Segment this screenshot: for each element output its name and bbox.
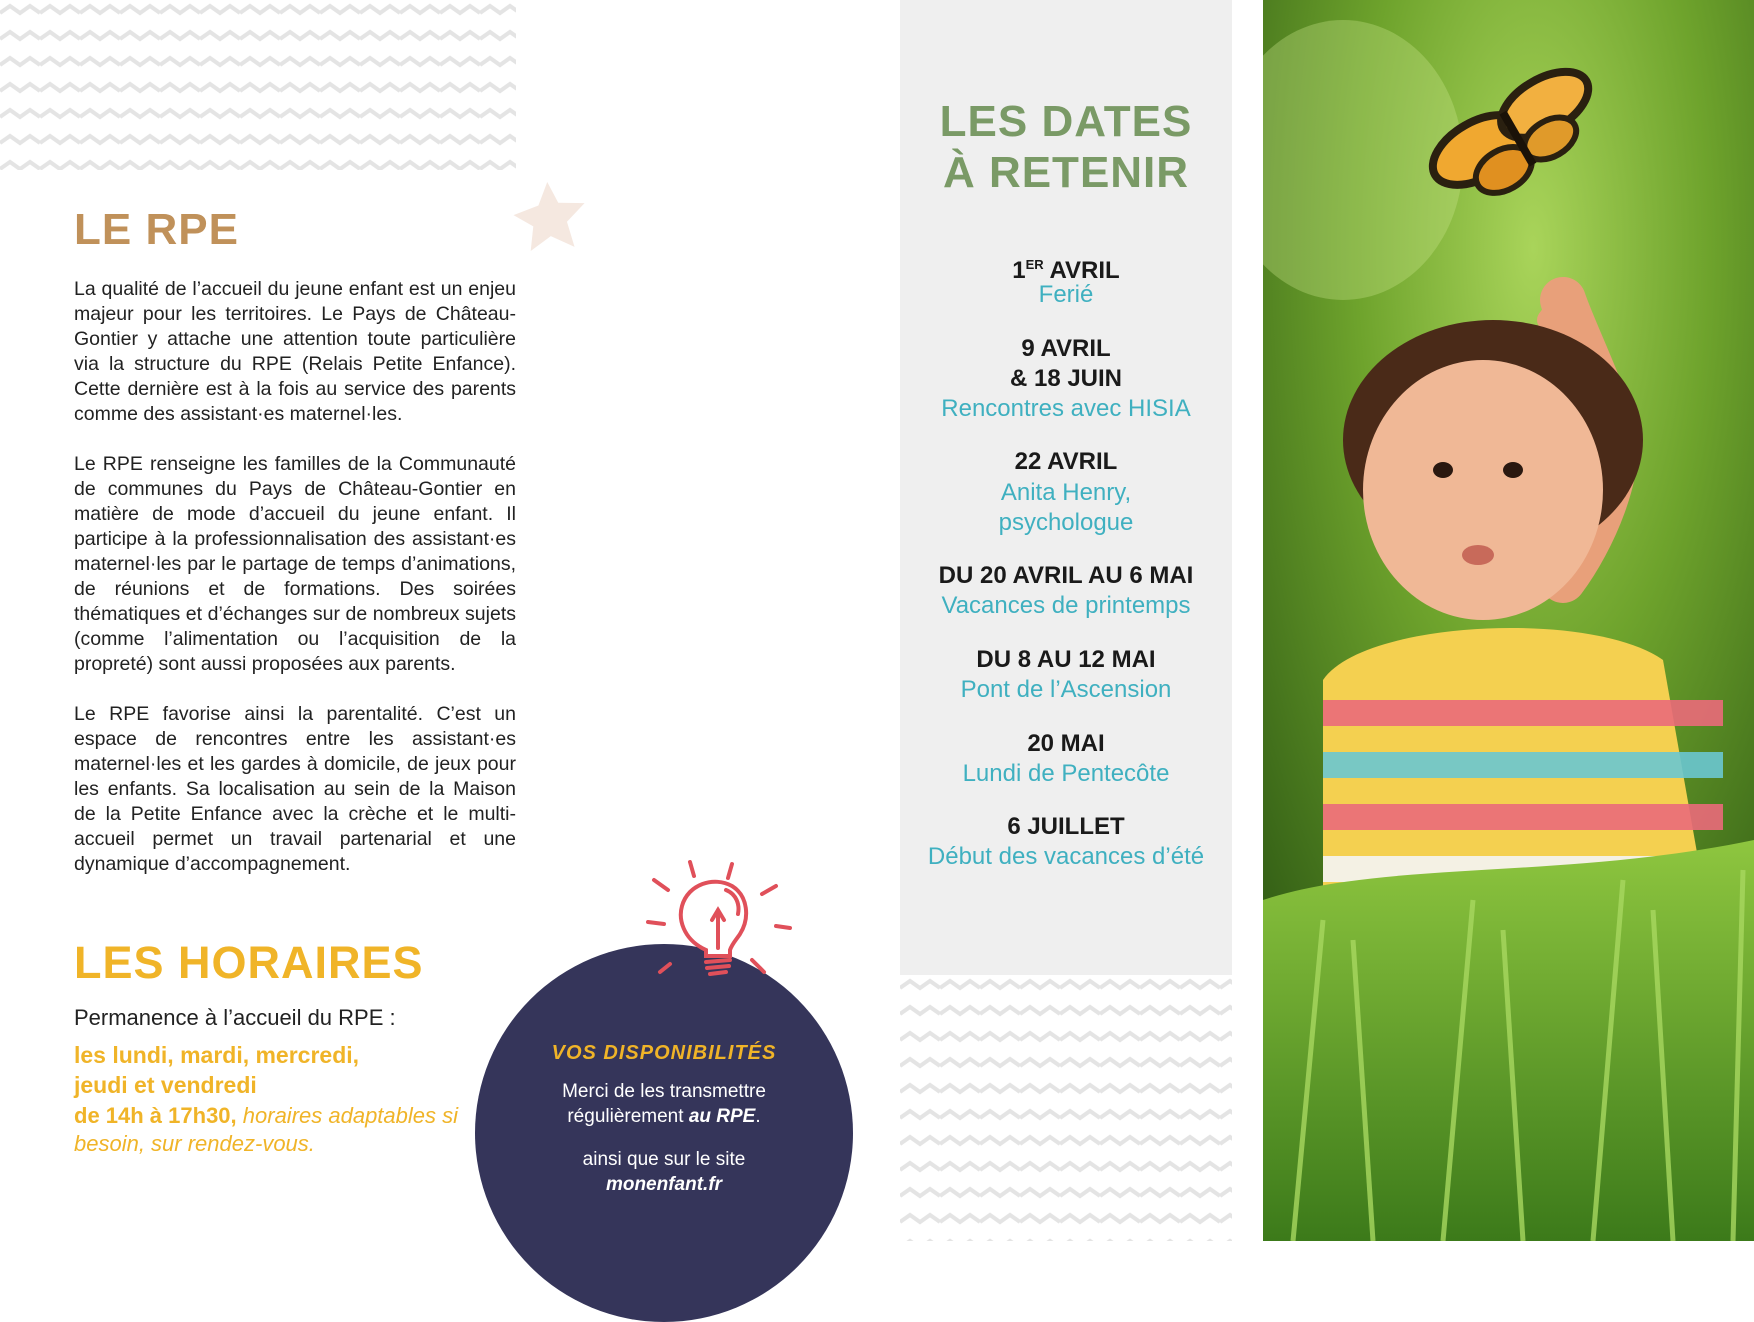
rpe-paragraph-2: Le RPE renseigne les familles de la Communauté de communes du Pays de Château-Gontier en matière de mode d’accueil du jeune enfant. Il participe à la professionnalisation des assistant·es maternel·les par le partage de temps d’animations, de réunions et de formations. Des soirées thématiques et d’échanges sur de nombreux sujets (comme l’alimentation ou l’acquisition de la propreté) sont aussi proposées aux parents. xyxy=(74,453,516,675)
horaires-title: LES HORAIRES xyxy=(74,937,424,988)
merci-end: . xyxy=(755,1106,761,1127)
date-item-6-sub: Lundi de Pentecôte xyxy=(962,760,1170,787)
days-line-1: les lundi, mardi, mercredi, xyxy=(74,1042,360,1068)
hours-bold: de 14h à 17h30, xyxy=(74,1103,237,1128)
dates-title xyxy=(900,96,1232,198)
date-1-rest: AVRIL xyxy=(1043,257,1120,284)
merci-regular: régulièrement xyxy=(567,1106,689,1127)
star-decoration xyxy=(512,180,588,257)
hours-text xyxy=(74,1102,464,1158)
lightbulb-decoration xyxy=(640,860,800,1015)
date-item-3-head: 22 AVRIL xyxy=(1014,448,1118,475)
date-item-7-head: 6 JUILLET xyxy=(1007,813,1125,840)
date-item-1-sub: Ferié xyxy=(1038,281,1094,308)
days-text xyxy=(74,1040,474,1100)
zigzag-pattern-bottom xyxy=(900,975,1232,1241)
star-icon xyxy=(512,180,588,252)
permanence-text: Permanence à l’accueil du RPE : xyxy=(74,1005,396,1030)
date-1-num: 1 xyxy=(1012,257,1026,284)
site-text xyxy=(475,1147,853,1197)
lightbulb-icon xyxy=(640,860,800,1010)
date-1-sup: ER xyxy=(1025,257,1044,272)
merci-bold: au RPE xyxy=(688,1106,756,1127)
date-item-6-head: 20 MAI xyxy=(1027,730,1105,757)
date-item-5-sub: Pont de l’Ascension xyxy=(960,676,1172,703)
disponibilites-title: VOS DISPONIBILITÉS xyxy=(551,1042,777,1064)
disponibilites-text xyxy=(475,1079,853,1129)
zigzag-pattern-top-left xyxy=(0,0,516,170)
date-item-3-sub2: psychologue xyxy=(998,509,1134,536)
date-item-7-sub: Début des vacances d’été xyxy=(927,843,1205,870)
site-bold: monenfant.fr xyxy=(605,1174,723,1195)
rpe-paragraph-1: La qualité de l’accueil du jeune enfant est un enjeu majeur pour les territoires. Le Pays de Château-Gontier y attache une attention toute particulière via la structure du RPE (Relais Petite Enfance). Cette dernière est à la fois au service des parents comme des assistant·es maternel·les. xyxy=(74,278,516,425)
child-butterfly-photo xyxy=(1263,0,1754,1241)
days-line-2: jeudi et vendredi xyxy=(74,1072,257,1098)
merci-line-1: Merci de les transmettre xyxy=(562,1081,766,1102)
date-item-5-head: DU 8 AU 12 MAI xyxy=(976,646,1156,673)
site-link xyxy=(475,1172,853,1197)
date-item-2-sub: Rencontres avec HISIA xyxy=(941,395,1191,422)
date-item-4-sub: Vacances de printemps xyxy=(941,592,1191,619)
site-line-1: ainsi que sur le site xyxy=(582,1149,746,1170)
date-item-2-head: 9 AVRIL xyxy=(1021,335,1111,362)
rpe-title: LE RPE xyxy=(74,205,239,254)
date-item-4-head: DU 20 AVRIL AU 6 MAI xyxy=(938,562,1194,589)
zigzag-pattern-svg xyxy=(900,975,1232,1241)
rpe-paragraph-3: Le RPE favorise ainsi la parentalité. C’est un espace de rencontres entre les assistant·es maternel·les et les gardes à domicile, de jeux pour les enfants. Sa localisation au sein de la Maison de la Petite Enfance avec la crèche et le multi-accueil permet un travail partenarial et une dynamique d’accompagnement. xyxy=(74,703,516,875)
date-item-3-sub: Anita Henry, xyxy=(1000,479,1132,506)
date-item-2-head2: & 18 JUIN xyxy=(1009,365,1123,392)
dates-title-line-1: LES DATES xyxy=(939,97,1193,146)
dates-title-line-2: À RETENIR xyxy=(942,148,1190,197)
photo-illustration xyxy=(1263,0,1754,1241)
zigzag-pattern-svg xyxy=(0,0,516,170)
merci-line-2 xyxy=(475,1104,853,1129)
hours-italic: horaires adaptables si besoin, sur rendez-vous. xyxy=(74,1103,459,1156)
